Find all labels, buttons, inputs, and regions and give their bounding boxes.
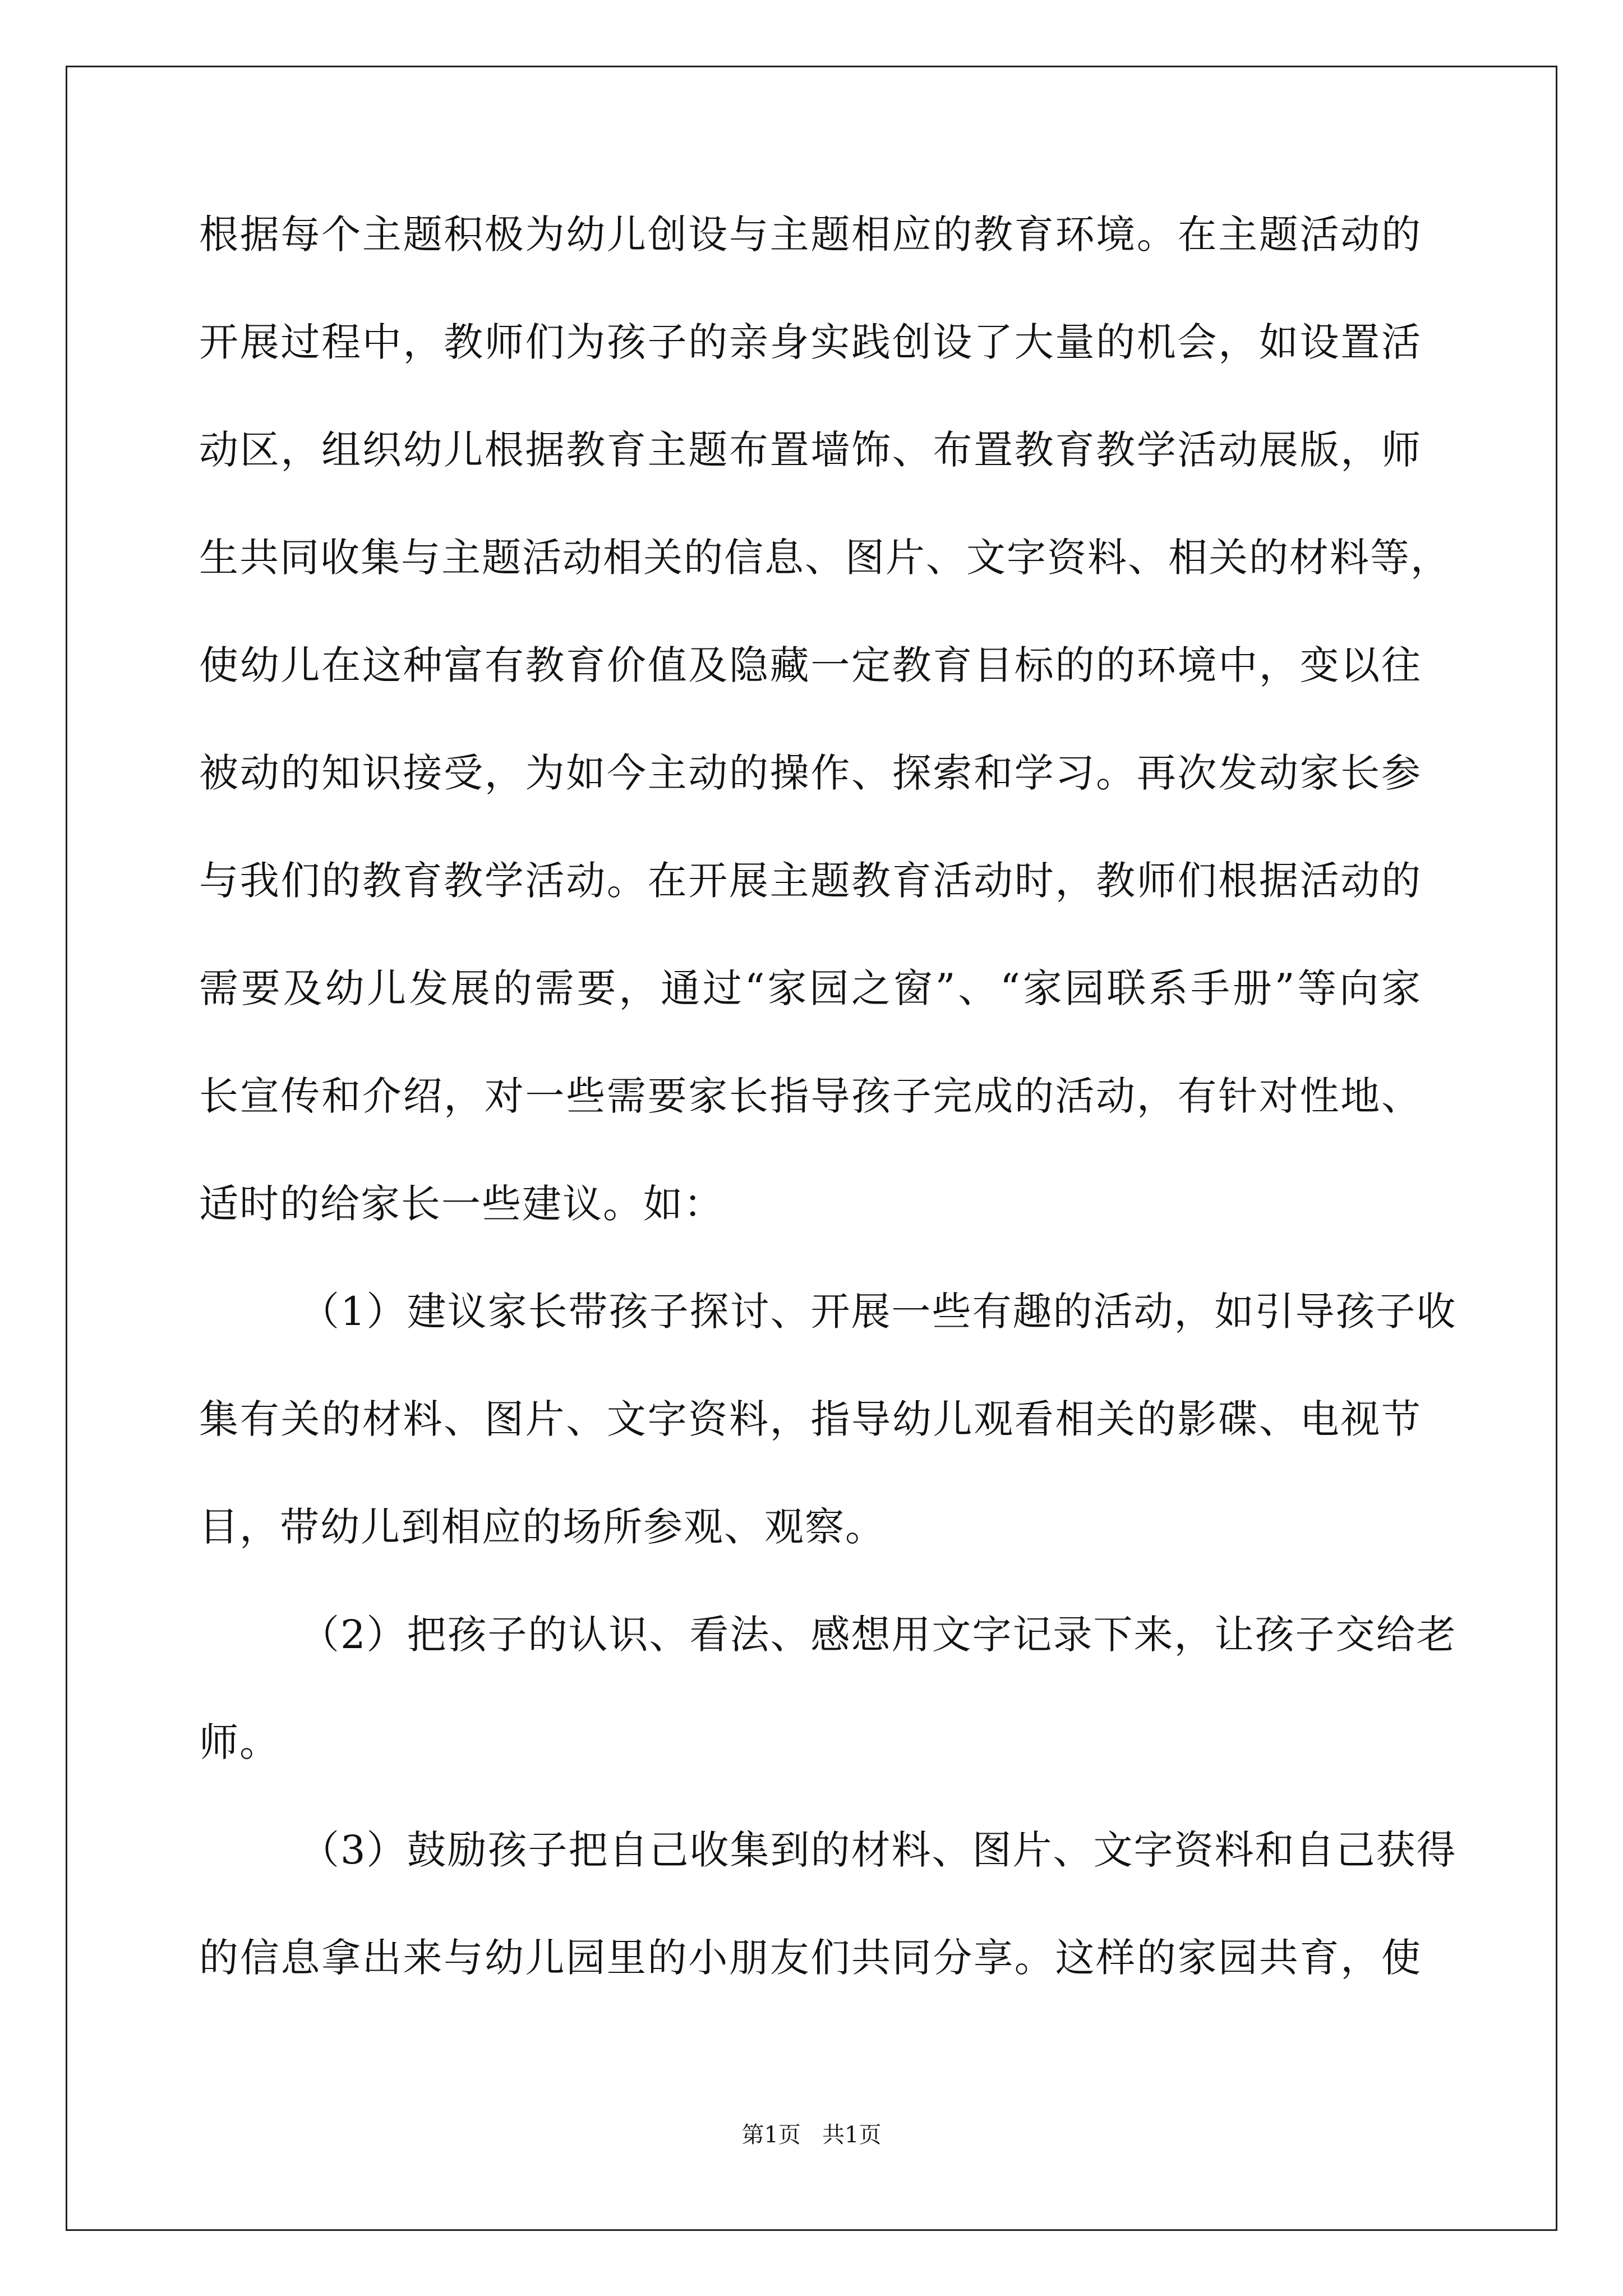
text-line: 的信息拿出来与幼儿园里的小朋友们共同分享。这样的家园共育，使 [199,1935,1422,1981]
text-line: 被动的知识接受，为如今主动的操作、探索和学习。再次发动家长参 [199,750,1422,796]
text-line: 集有关的材料、图片、文字资料，指导幼儿观看相关的影碟、电视节 [199,1396,1422,1442]
text-line: 目，带幼儿到相应的场所参观、观察。 [199,1504,886,1550]
text-line: 需要及幼儿发展的需要，通过“家园之窗”、“家园联系手册”等向家 [199,965,1422,1011]
text-line: 动区，组织幼儿根据教育主题布置墙饰、布置教育教学活动展版，师 [199,427,1422,473]
page-footer: 第1页 共1页 [741,2122,882,2148]
text-line: 适时的给家长一些建议。如： [199,1181,724,1227]
list-item-1-line: （1）建议家长带孩子探讨、开展一些有趣的活动，如引导孩子收 [300,1289,1457,1335]
list-item-3-line: （3）鼓励孩子把自己收集到的材料、图片、文字资料和自己获得 [300,1827,1457,1873]
document-body [199,208,1457,2039]
text-line: 开展过程中，教师们为孩子的亲身实践创设了大量的机会，如设置活 [199,319,1422,365]
text-line: 与我们的教育教学活动。在开展主题教育活动时，教师们根据活动的 [199,858,1422,904]
text-line: 师。 [199,1719,280,1765]
text-line: 长宣传和介绍，对一些需要家长指导孩子完成的活动，有针对性地、 [199,1073,1422,1119]
text-line: 使幼儿在这种富有教育价值及隐藏一定教育目标的的环境中，变以往 [199,642,1422,688]
list-item-2-line: （2）把孩子的认识、看法、感想用文字记录下来，让孩子交给老 [300,1612,1457,1658]
text-line: 根据每个主题积极为幼儿创设与主题相应的教育环境。在主题活动的 [199,211,1422,257]
text-line: 生共同收集与主题活动相关的信息、图片、文字资料、相关的材料等， [199,535,1451,581]
